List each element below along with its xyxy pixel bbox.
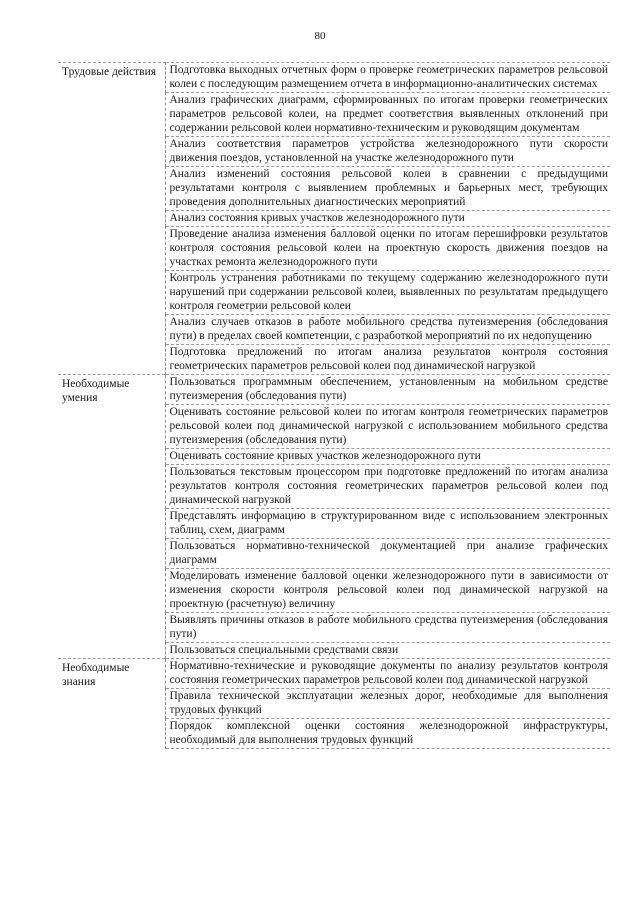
section-label-knowledge: Необходимые знания [58, 659, 165, 749]
action-item: Подготовка предложений по итогам анализа результатов контроля состояния геометрических параметров рельсовой колеи под динамической нагрузкой [165, 345, 610, 375]
skill-item: Представлять информацию в структурированном виде с использованием электронных таблиц, схем, диаграмм [165, 509, 610, 539]
action-item: Проведение анализа изменения балловой оценки по итогам перешифровки результатов контроля состояния рельсовой колеи на проектную скорость движения поездов на участках ремонта железнодорожного пути [165, 227, 610, 271]
action-item: Анализ случаев отказов в работе мобильного средства путеизмерения (обследования пути) в пределах своей компетенции, с разработкой мероприятий по их недопущению [165, 315, 610, 345]
skill-item: Оценивать состояние рельсовой колеи по итогам контроля геометрических параметров рельсовой колеи под динамической нагрузкой с использованием мобильного средства путеизмерения (обследования пути) [165, 405, 610, 449]
section-label-actions: Трудовые действия [58, 63, 165, 375]
action-item: Анализ изменений состояния рельсовой колеи в сравнении с предыдущими результатами контроля с выявлением проблемных и барьерных мест, требующих проведения дополнительных диагностических мероприятий [165, 167, 610, 211]
skill-item: Пользоваться нормативно-технической документацией при анализе графических диаграмм [165, 539, 610, 569]
skill-item: Пользоваться текстовым процессором при подготовке предложений по итогам анализа результатов контроля состояния геометрических параметров рельсовой колеи под динамической нагрузкой [165, 465, 610, 509]
skill-item: Моделировать изменение балловой оценки железнодорожного пути в зависимости от изменения скорости контроля рельсовой колеи под динамической нагрузкой на проектную (расчетную) величину [165, 569, 610, 613]
page-number: 80 [314, 30, 326, 42]
knowledge-item: Нормативно-технические и руководящие документы по анализу результатов контроля состояния геометрических параметров рельсовой колеи под динамической нагрузкой [165, 659, 610, 689]
skill-item: Оценивать состояние кривых участков железнодорожного пути [165, 449, 610, 465]
requirements-table [58, 62, 610, 749]
action-item: Анализ графических диаграмм, сформированных по итогам проверки геометрических параметров рельсовой колеи, на предмет соответствия выявленных отклонений при содержании рельсовой колеи нормативно-техническим и руководящим документам [165, 93, 610, 137]
section-label-skills: Необходимые умения [58, 375, 165, 659]
knowledge-item: Порядок комплексной оценки состояния железнодорожной инфраструктуры, необходимый для выполнения трудовых функций [165, 719, 610, 749]
action-item: Анализ состояния кривых участков железнодорожного пути [165, 211, 610, 227]
knowledge-item: Правила технической эксплуатации железных дорог, необходимые для выполнения трудовых функций [165, 689, 610, 719]
skill-item: Пользоваться специальными средствами связи [165, 643, 610, 659]
skill-item: Пользоваться программным обеспечением, установленным на мобильном средстве путеизмерения (обследования пути) [165, 375, 610, 405]
action-item: Анализ соответствия параметров устройства железнодорожного пути скорости движения поездов, установленной на участке железнодорожного пути [165, 137, 610, 167]
skill-item: Выявлять причины отказов в работе мобильного средства путеизмерения (обследования пути) [165, 613, 610, 643]
action-item: Подготовка выходных отчетных форм о проверке геометрических параметров рельсовой колеи с последующим размещением отчета в информационно-аналитических системах [165, 63, 610, 93]
action-item: Контроль устранения работниками по текущему содержанию железнодорожного пути нарушений при содержании рельсовой колеи, выявленных по результатам предыдущего контроля геометрии рельсовой колеи [165, 271, 610, 315]
